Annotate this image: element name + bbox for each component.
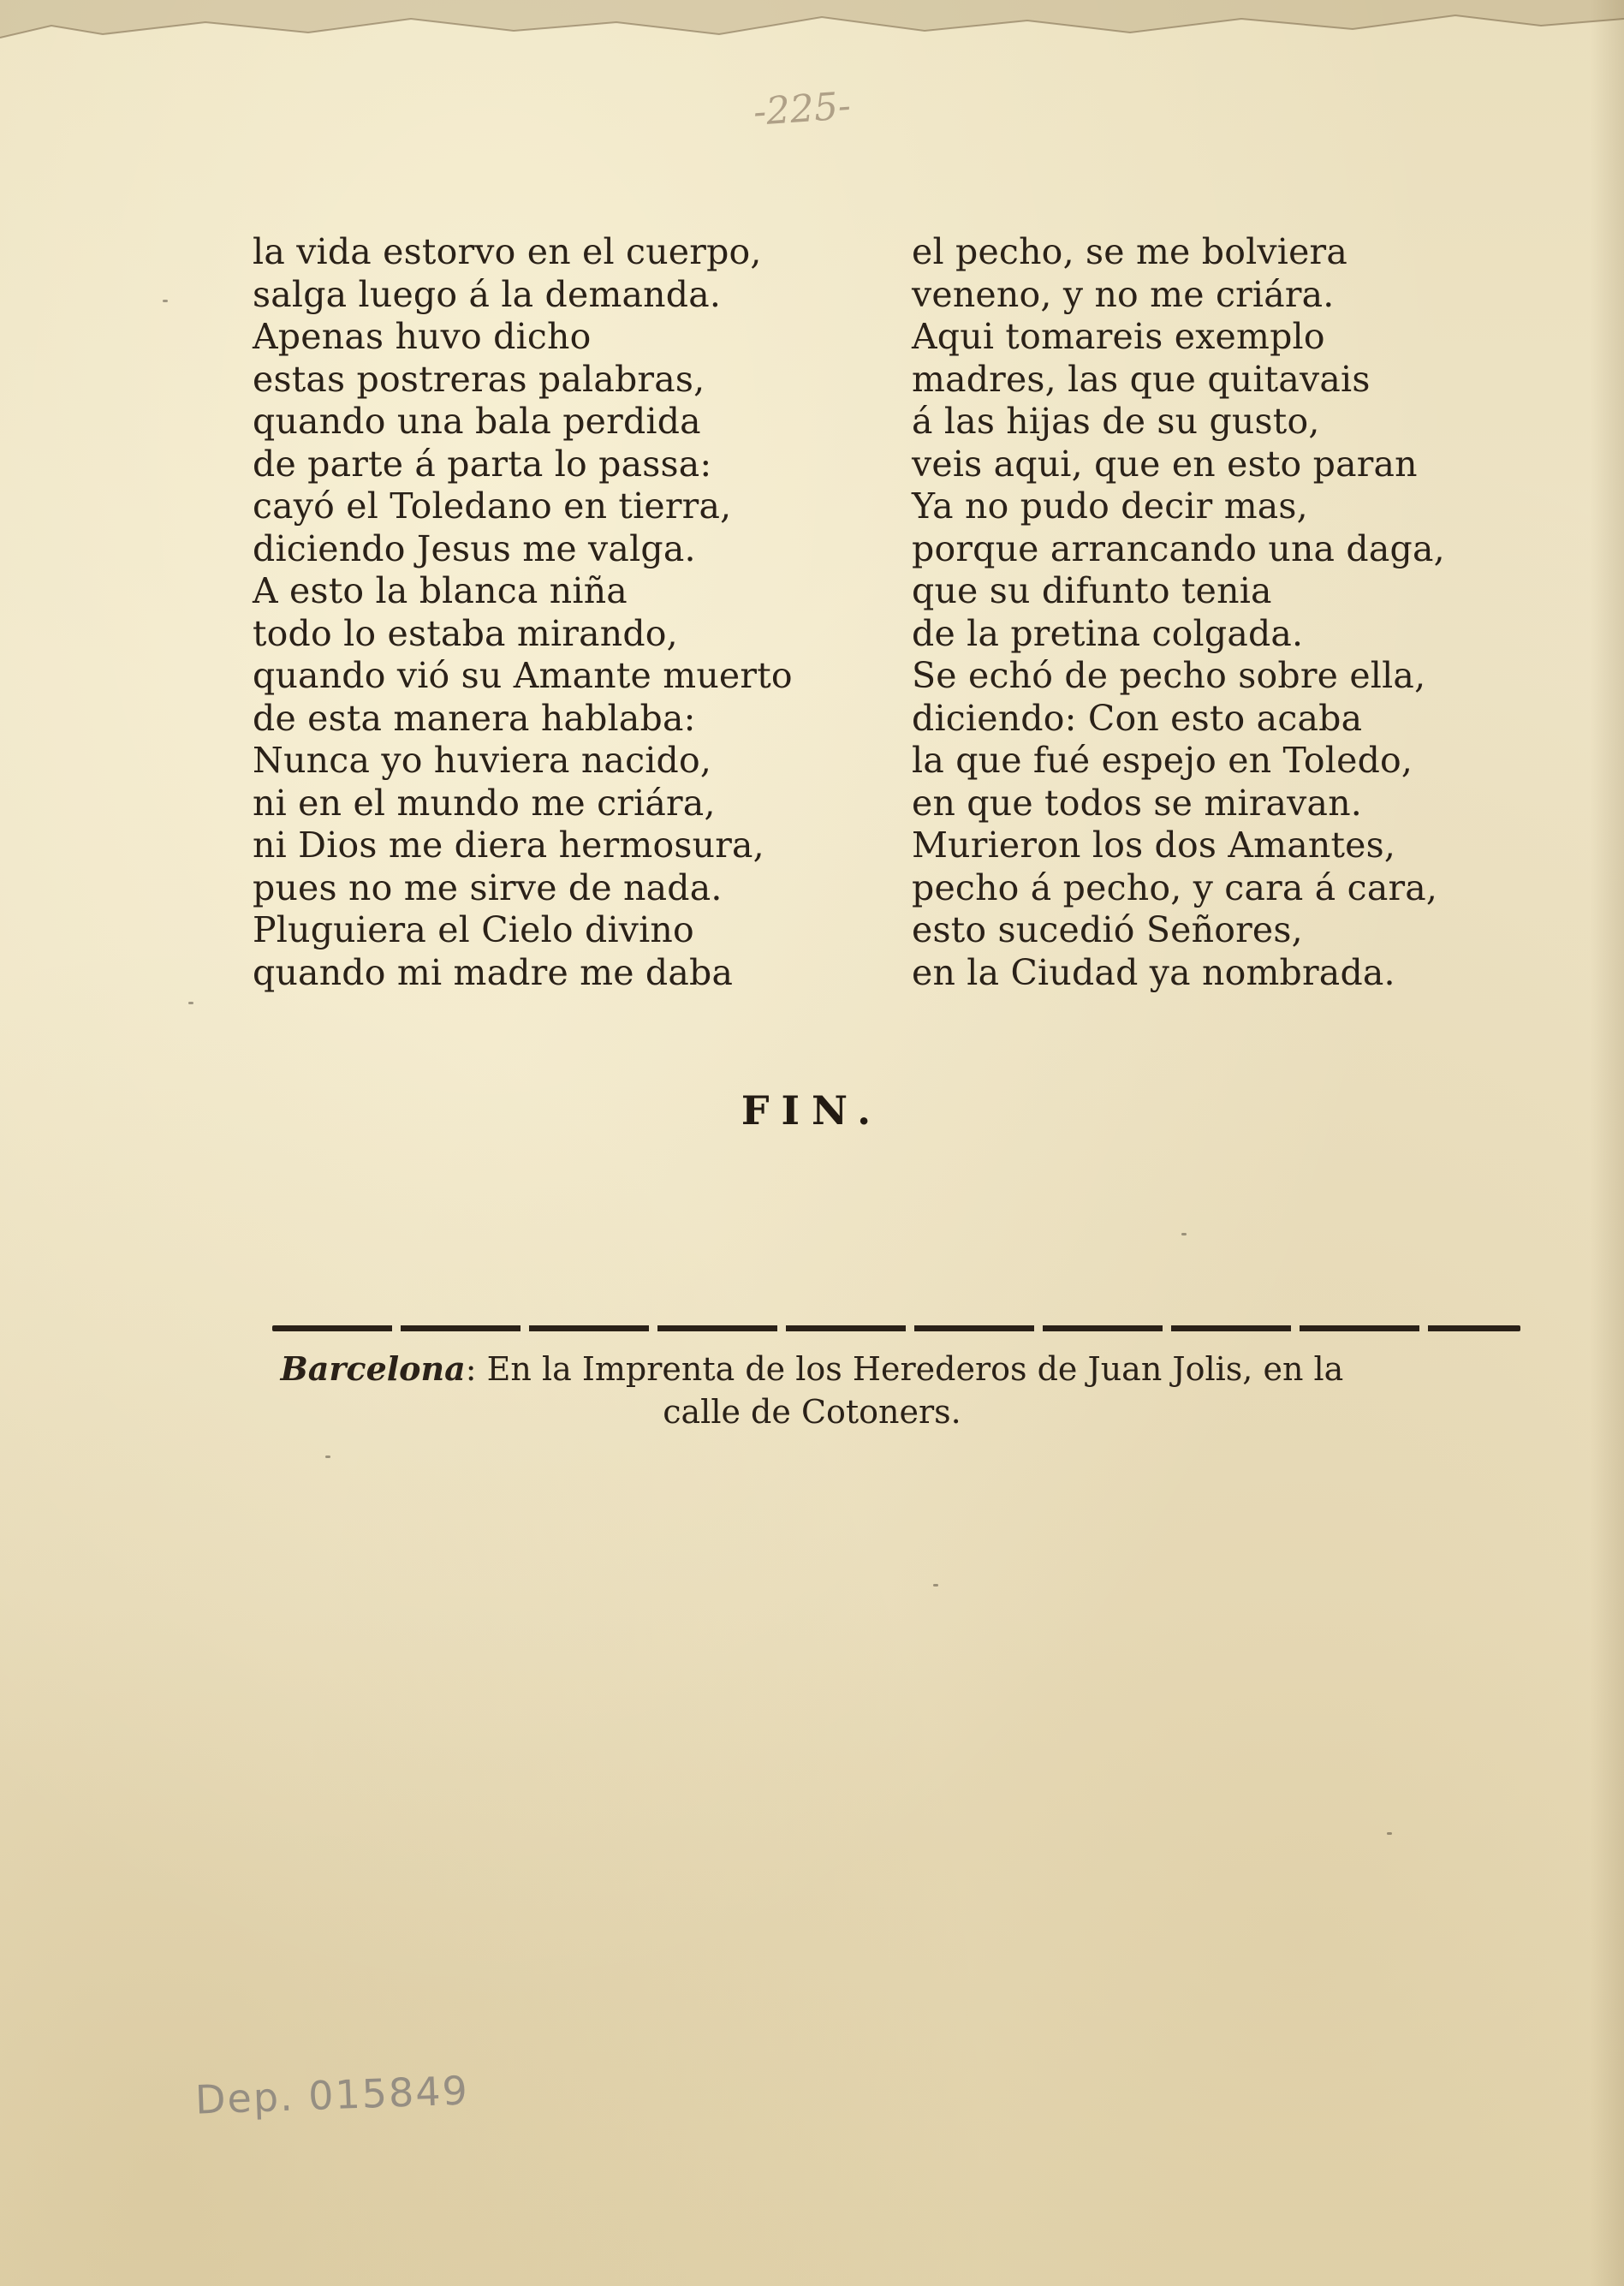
paper-speck (325, 1456, 330, 1458)
verse-line: Murieron los dos Amantes, (912, 825, 1396, 866)
verse-line: Ya no pudo decir mas, (912, 485, 1308, 527)
paper-speck (1181, 1233, 1187, 1235)
verse-line: en que todos se miravan. (912, 782, 1363, 824)
paper-speck (163, 300, 168, 302)
verse-line: porque arrancando una daga, (912, 527, 1445, 569)
verse-line: quando vió su Amante muerto (253, 655, 793, 696)
verse-line: Nunca yo huviera nacido, (253, 740, 712, 781)
page-number-note: -225- (752, 84, 853, 134)
verse-line: el pecho, se me bolviera (912, 231, 1347, 272)
verse-line: diciendo Jesus me valga. (253, 527, 696, 569)
imprint-line-2: calle de Cotoners. (663, 1393, 961, 1431)
verse-line: todo lo estaba mirando, (253, 612, 678, 654)
verse-line: veis aqui, que en esto paran (912, 443, 1418, 485)
verse-line: en la Ciudad ya nombrada. (912, 951, 1395, 993)
verse-line: pecho á pecho, y cara á cara, (912, 866, 1438, 908)
verse-line: Se echó de pecho sobre ella, (912, 655, 1426, 696)
imprint-rule (272, 1325, 1520, 1331)
verse-line: la que fué espejo en Toledo, (912, 740, 1413, 781)
verse-line: pues no me sirve de nada. (253, 866, 723, 908)
left-verse-column (253, 231, 793, 994)
verse-line: Apenas huvo dicho (253, 316, 592, 357)
verse-line: de esta manera hablaba: (253, 697, 696, 739)
verse-line: á las hijas de su gusto, (912, 401, 1320, 442)
inventory-stamp: Dep. 015849 (194, 2067, 470, 2123)
imprint-city: Barcelona (280, 1349, 466, 1388)
verse-line: quando mi madre me daba (253, 951, 734, 993)
paper-speck (933, 1584, 938, 1587)
torn-top-edge (0, 0, 1624, 60)
verse-line: ni en el mundo me criára, (253, 782, 716, 824)
imprint-line-1-rest: : En la Imprenta de los Herederos de Juan Jolis, en la (465, 1350, 1344, 1388)
verse-line: la vida estorvo en el cuerpo, (253, 231, 762, 272)
verse-line: Aqui tomareis exemplo (912, 316, 1325, 357)
verse-line: cayó el Toledano en tierra, (253, 485, 732, 527)
verse-line: veneno, y no me criára. (912, 273, 1335, 315)
verse-line: diciendo: Con esto acaba (912, 697, 1363, 739)
verse-line: de la pretina colgada. (912, 612, 1304, 654)
imprint-line-1 (0, 1348, 1624, 1390)
imprint (0, 1348, 1624, 1433)
verse-line: esto sucedió Señores, (912, 909, 1303, 950)
verse-line: Pluguiera el Cielo divino (253, 909, 694, 950)
paper-speck (188, 1002, 193, 1004)
verse-line: A esto la blanca niña (253, 570, 628, 611)
page-edge-shadow (1590, 0, 1624, 2286)
verse-line: de parte á parta lo passa: (253, 443, 712, 485)
verse-line: ni Dios me diera hermosura, (253, 825, 764, 866)
right-verse-column (912, 231, 1445, 994)
verse-line: que su difunto tenia (912, 570, 1272, 611)
verse-line: quando una bala perdida (253, 401, 701, 442)
fin-heading: FIN. (741, 1087, 883, 1134)
verse-line: estas postreras palabras, (253, 358, 705, 400)
verse-line: madres, las que quitavais (912, 358, 1371, 400)
paper-speck (1387, 1832, 1392, 1835)
verse-line: salga luego á la demanda. (253, 273, 722, 315)
